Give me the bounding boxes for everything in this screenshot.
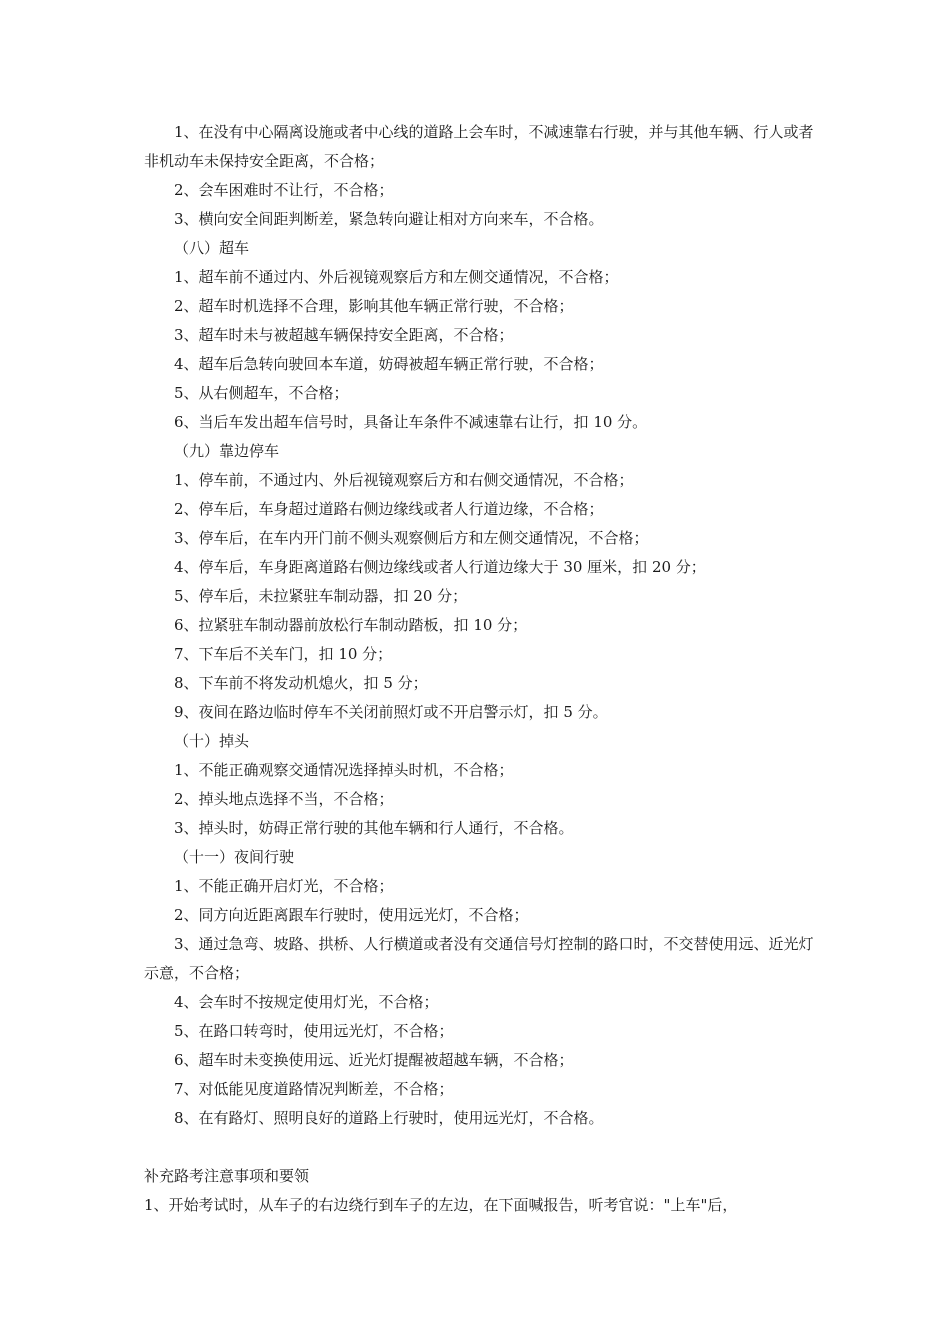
list-item: 3、掉头时，妨碍正常行驶的其他车辆和行人通行，不合格。 <box>174 819 574 837</box>
supplement-title: 补充路考注意事项和要领 <box>144 1167 310 1185</box>
list-item: 3、超车时未与被超越车辆保持安全距离，不合格； <box>174 326 514 344</box>
section-8 <box>144 234 816 437</box>
section-heading: （十）掉头 <box>174 732 250 750</box>
list-item: 9、夜间在路边临时停车不关闭前照灯或不开启警示灯，扣 5 分。 <box>174 703 608 721</box>
list-item: 2、同方向近距离跟车行驶时，使用远光灯，不合格； <box>174 906 529 924</box>
list-item: 1、停车前，不通过内、外后视镜观察后方和右侧交通情况，不合格； <box>174 471 634 489</box>
list-item: 6、当后车发出超车信号时，具备让车条件不减速靠右让行，扣 10 分。 <box>174 413 648 431</box>
section-heading: （九）靠边停车 <box>174 442 280 460</box>
section-heading: （十一）夜间行驶 <box>174 848 295 866</box>
document-body <box>144 118 816 1220</box>
list-item: 3、停车后，在车内开门前不侧头观察侧后方和左侧交通情况，不合格； <box>174 529 649 547</box>
supplement-section <box>144 1162 816 1220</box>
list-item: 5、停车后，未拉紧驻车制动器，扣 20 分； <box>174 587 468 605</box>
list-item: 1、超车前不通过内、外后视镜观察后方和左侧交通情况，不合格； <box>174 268 619 286</box>
section-spacer <box>144 1133 816 1162</box>
list-item: 1、不能正确观察交通情况选择掉头时机，不合格； <box>174 761 514 779</box>
list-item: 3、通过急弯、坡路、拱桥、人行横道或者没有交通信号灯控制的路口时，不交替使用远、近光灯示意，不合格； <box>144 935 814 982</box>
list-item: 1、不能正确开启灯光，不合格； <box>174 877 394 895</box>
section-10 <box>144 727 816 843</box>
list-item: 2、会车困难时不让行，不合格； <box>174 181 394 199</box>
list-item: 7、下车后不关车门，扣 10 分； <box>174 645 393 663</box>
section-heading: （八）超车 <box>174 239 250 257</box>
list-item: 1、在没有中心隔离设施或者中心线的道路上会车时，不减速靠右行驶，并与其他车辆、行人或者非机动车未保持安全距离，不合格； <box>144 123 814 170</box>
list-item: 7、对低能见度道路情况判断差，不合格； <box>174 1080 454 1098</box>
section-9 <box>144 437 816 727</box>
list-item: 4、停车后，车身距离道路右侧边缘线或者人行道边缘大于 30 厘米，扣 20 分； <box>174 558 706 576</box>
list-item: 5、在路口转弯时，使用远光灯，不合格； <box>174 1022 454 1040</box>
list-item: 2、停车后，车身超过道路右侧边缘线或者人行道边缘，不合格； <box>174 500 604 518</box>
list-item: 8、下车前不将发动机熄火，扣 5 分； <box>174 674 428 692</box>
supplement-first-line: 1、开始考试时，从车子的右边绕行到车子的左边，在下面喊报告，听考官说："上车"后， <box>144 1196 738 1214</box>
section-11 <box>144 843 816 1133</box>
section-7-items <box>144 118 816 234</box>
list-item: 8、在有路灯、照明良好的道路上行驶时，使用远光灯，不合格。 <box>174 1109 604 1127</box>
list-item: 2、超车时机选择不合理，影响其他车辆正常行驶，不合格； <box>174 297 574 315</box>
list-item: 6、超车时未变换使用远、近光灯提醒被超越车辆，不合格； <box>174 1051 574 1069</box>
list-item: 4、超车后急转向驶回本车道，妨碍被超车辆正常行驶，不合格； <box>174 355 604 373</box>
list-item: 2、掉头地点选择不当，不合格； <box>174 790 394 808</box>
list-item: 5、从右侧超车，不合格； <box>174 384 349 402</box>
list-item: 4、会车时不按规定使用灯光，不合格； <box>174 993 439 1011</box>
list-item: 3、横向安全间距判断差，紧急转向避让相对方向来车，不合格。 <box>174 210 604 228</box>
list-item: 6、拉紧驻车制动器前放松行车制动踏板，扣 10 分； <box>174 616 528 634</box>
